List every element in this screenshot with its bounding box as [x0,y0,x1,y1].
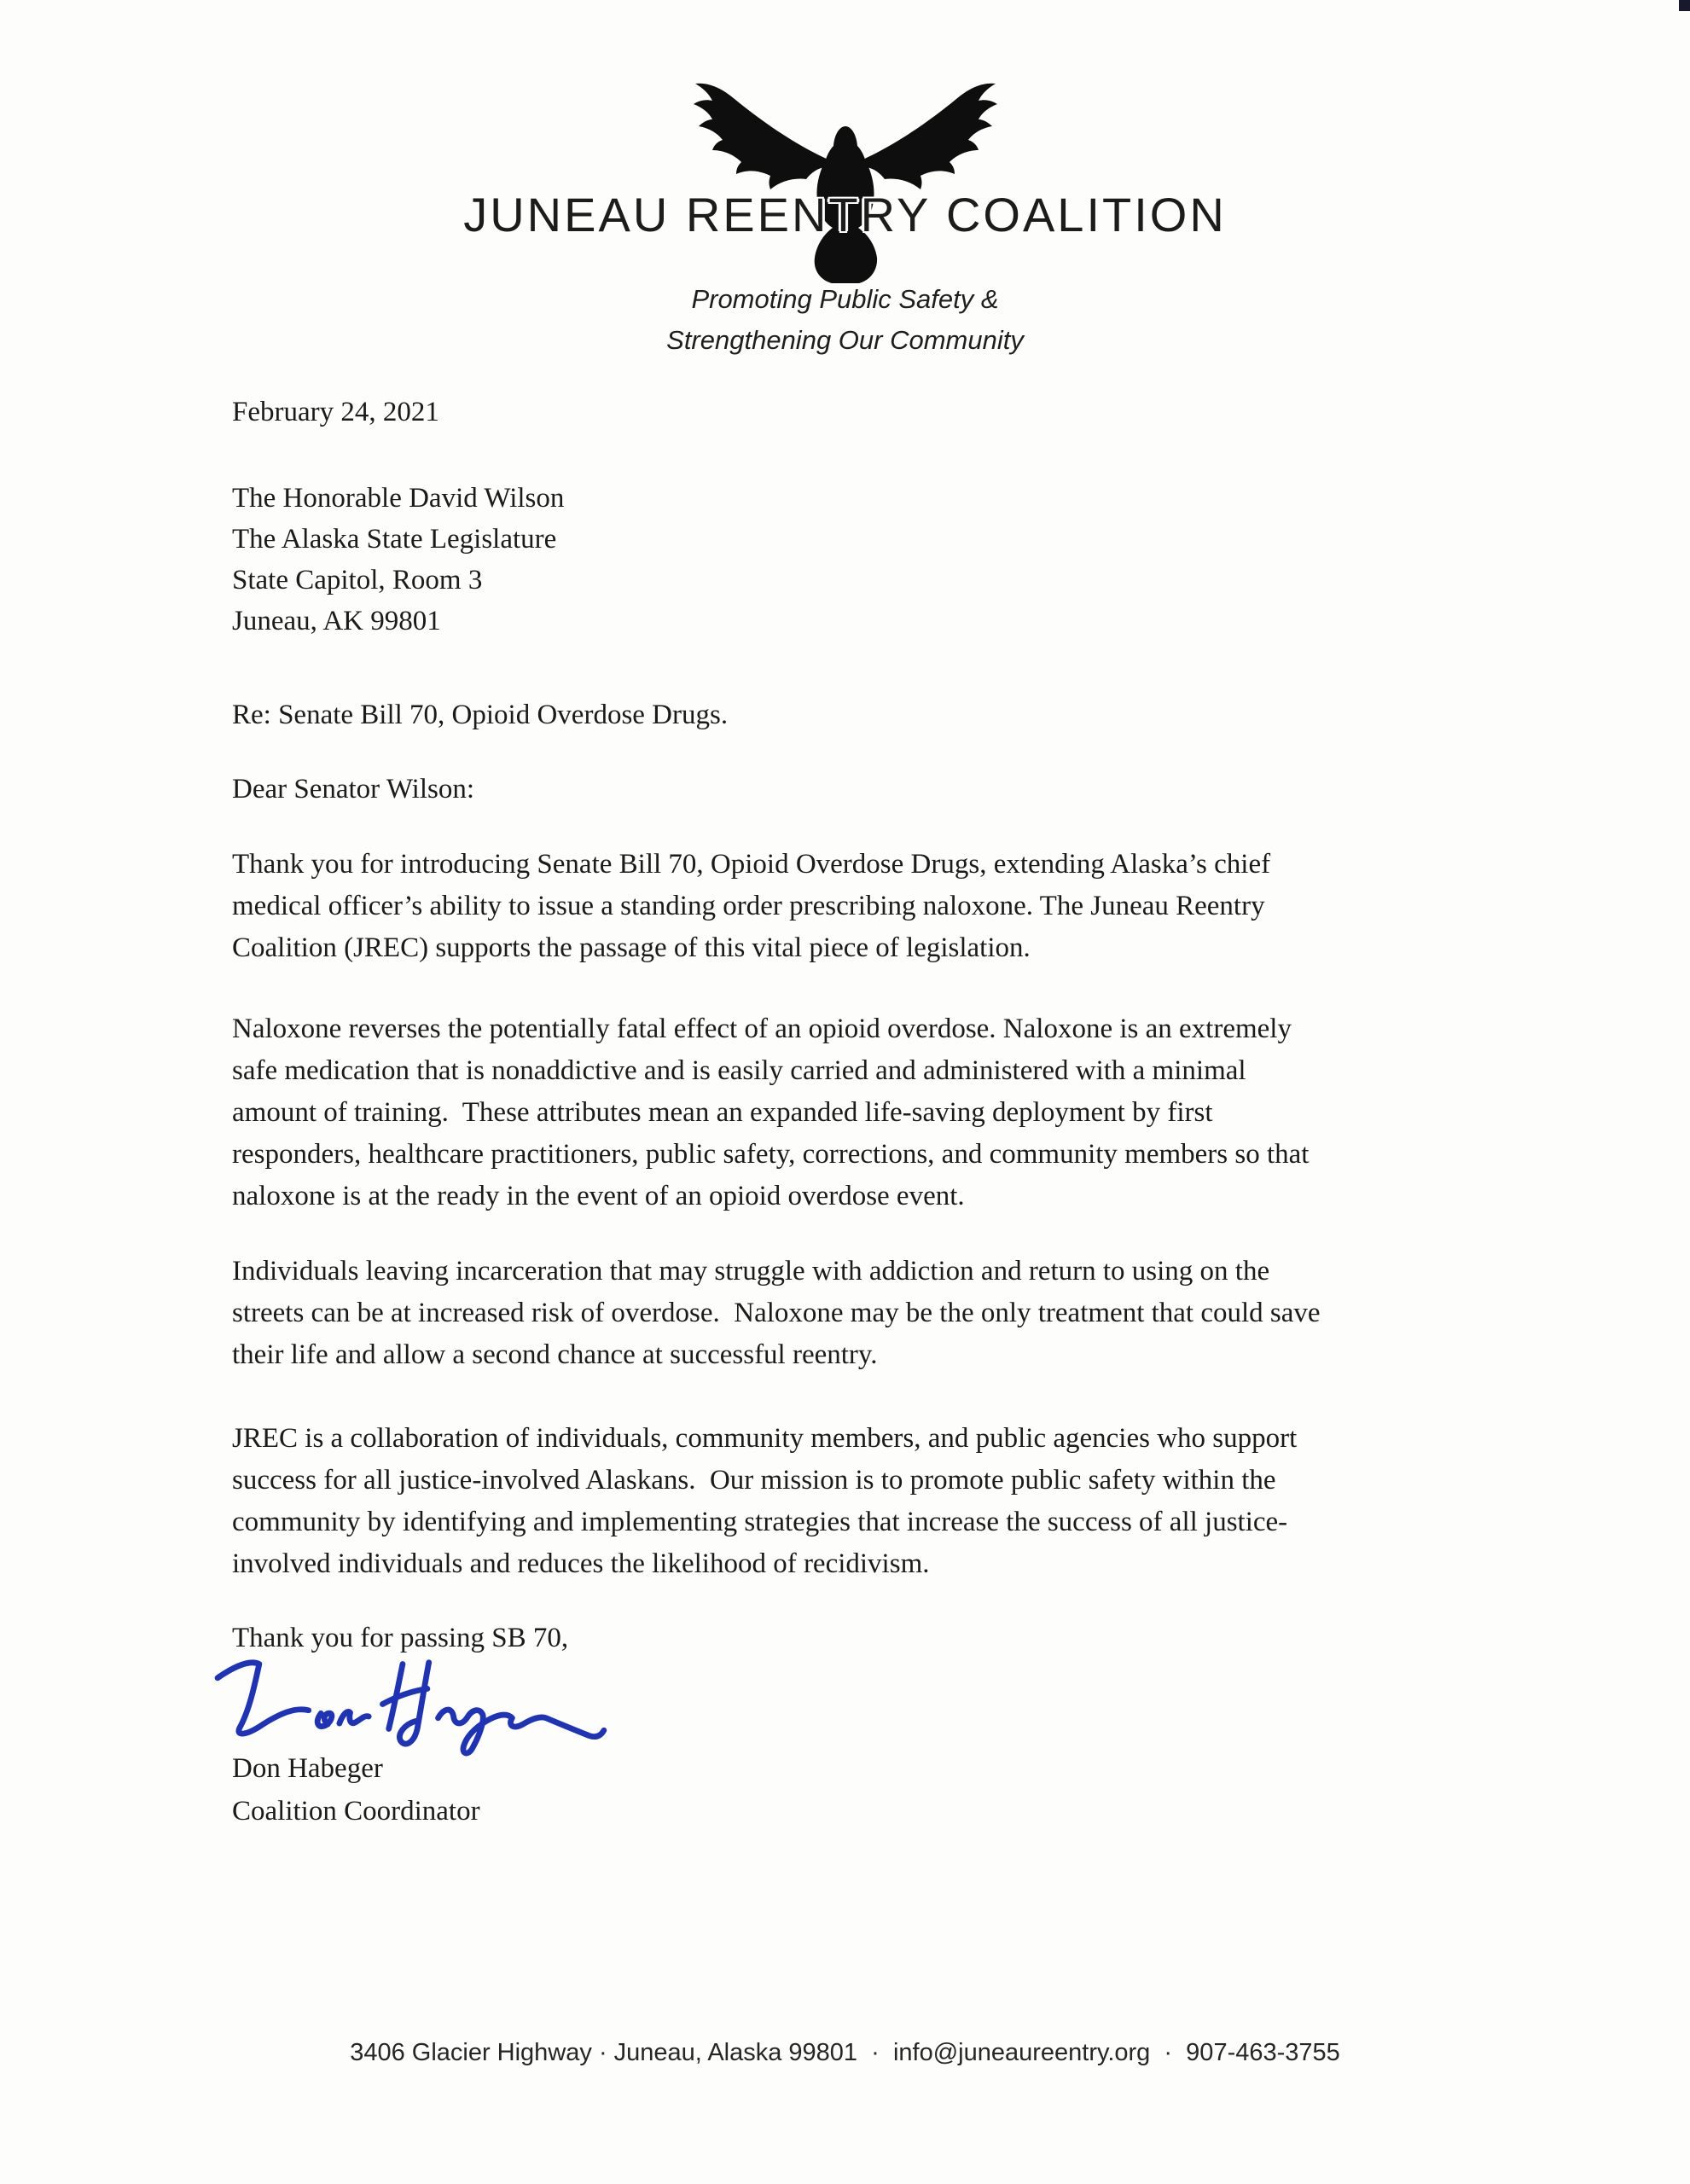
text-line: The Alaska State Legislature [232,524,557,555]
tagline-line-1: Promoting Public Safety & [691,284,999,314]
text-line: State Capitol, Room 3 [232,565,483,595]
scan-corner-artifact [1679,0,1690,11]
body-paragraph-4 [232,1418,1297,1585]
recipient-address-block [232,478,564,642]
text-line: Thank you for introducing Senate Bill 70, Opioid Overdose Drugs, extending Alaska’s chief [232,849,1271,880]
text-line: responders, healthcare practitioners, public safety, corrections, and community members so that [232,1139,1310,1170]
signer-name: Don Habeger [232,1753,383,1784]
org-tagline [0,279,1690,361]
text-line: JREC is a collaboration of individuals, community members, and public agencies who support [232,1423,1298,1454]
signer-title: Coalition Coordinator [232,1796,480,1827]
body-paragraph-3 [232,1251,1321,1376]
text-line: medical officer’s ability to issue a standing order prescribing naloxone. The Juneau Reentry [232,891,1265,921]
subject-line: Re: Senate Bill 70, Opioid Overdose Drugs. [232,700,729,730]
signature-block [232,1747,480,1833]
text-line: Juneau, AK 99801 [232,606,441,636]
text-line: safe medication that is nonaddictive and is easily carried and administered with a minimal [232,1055,1246,1086]
text-line: streets can be at increased risk of overdose. Naloxone may be the only treatment that could save [232,1298,1321,1328]
dove-logo-icon [675,78,1016,283]
salutation-line: Dear Senator Wilson: [232,774,474,804]
text-line: their life and allow a second chance at successful reentry. [232,1339,878,1370]
closing-line: Thank you for passing SB 70, [232,1623,569,1653]
signature-handwriting [210,1642,611,1758]
org-name-title: JUNEAU REENTRY COALITION [463,188,1227,241]
text-line: community by identifying and implementing strategies that increase the success of all justice- [232,1507,1288,1537]
text-line: Individuals leaving incarceration that may struggle with addiction and return to using on the [232,1256,1270,1287]
text-line: involved individuals and reduces the likelihood of recidivism. [232,1548,930,1579]
footer-contact-line: 3406 Glacier Highway · Juneau, Alaska 99801 · info@juneaureentry.org · 907-463-3755 [350,2039,1340,2066]
body-paragraph-2 [232,1008,1309,1217]
body-paragraph-1 [232,844,1270,969]
text-line: naloxone is at the ready in the event of an opioid overdose event. [232,1181,965,1211]
tagline-line-2: Strengthening Our Community [666,325,1024,355]
letter-date: February 24, 2021 [232,397,439,427]
text-line: amount of training. These attributes mean an expanded life-saving deployment by first [232,1097,1213,1128]
text-line: success for all justice-involved Alaskans. Our mission is to promote public safety within the [232,1465,1276,1496]
text-line: Coalition (JREC) supports the passage of this vital piece of legislation. [232,932,1031,963]
text-line: Naloxone reverses the potentially fatal effect of an opioid overdose. Naloxone is an extremely [232,1014,1292,1044]
text-line: The Honorable David Wilson [232,483,565,514]
